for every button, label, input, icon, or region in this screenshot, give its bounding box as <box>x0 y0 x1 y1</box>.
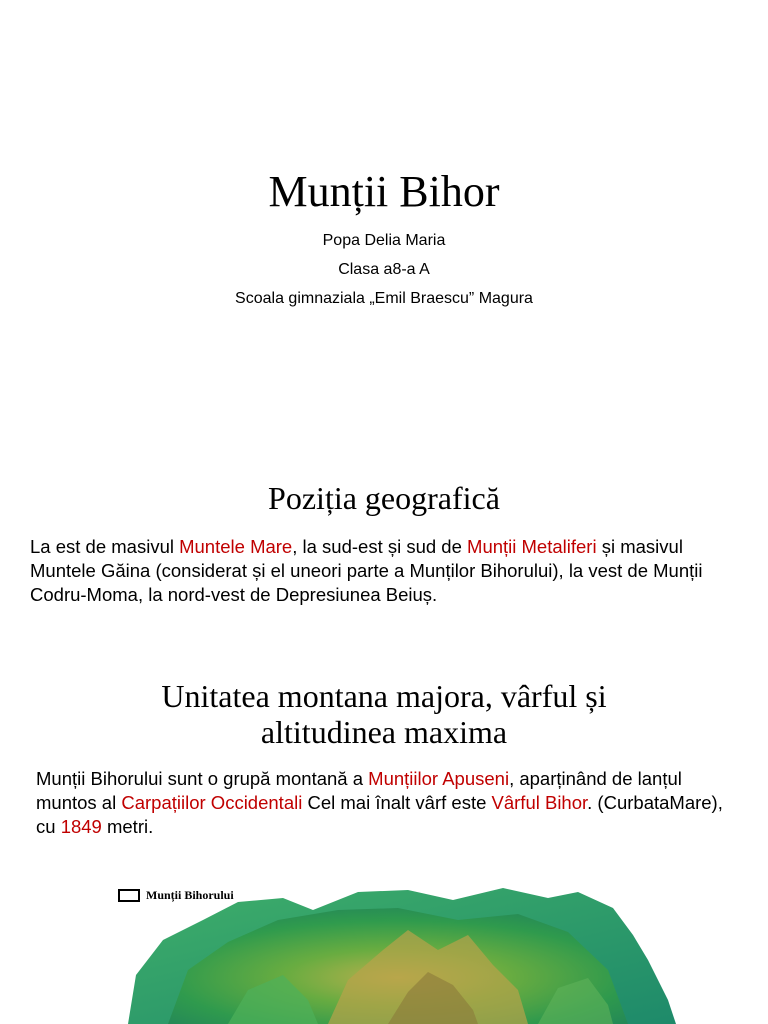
highlight-run: Carpațiilor Occidentali <box>121 792 303 813</box>
highlight-run: Munții Metaliferi <box>467 536 597 557</box>
text-run: La est de masivul <box>30 536 180 557</box>
text-run: , la sud-est și sud de <box>292 536 468 557</box>
slide-title: Munții Bihor <box>268 167 500 216</box>
text-run: , aparținând de lanțul muntos al <box>36 768 682 813</box>
text-run: metri. <box>101 816 154 837</box>
map-legend <box>118 888 234 903</box>
highlight-run: Vârful Bihor <box>491 792 588 813</box>
text-run: . (CurbataMare), cu <box>36 792 723 837</box>
school-name: Scoala gimnaziala „Emil Braescu” Magura <box>235 290 533 307</box>
legend-swatch <box>118 889 140 902</box>
highlight-run: Munțiilor Apuseni <box>368 768 510 789</box>
author-name: Popa Delia Maria <box>322 232 446 249</box>
highlight-run: 1849 <box>60 816 102 837</box>
section-heading-position: Poziția geografică <box>268 480 500 516</box>
text-run: și masivul Muntele Găina (considerat și el uneori parte a Munților Bihorului), la vest de Munții Codru-Moma, la nord-vest de Depresiunea Beiuș. <box>30 536 703 605</box>
highlight-run: Muntele Mare <box>179 536 293 557</box>
relief-map <box>108 880 688 1024</box>
text-run: Munții Bihorului sunt o grupă montană a <box>36 768 369 789</box>
position-paragraph <box>30 535 745 607</box>
section-heading-unit: Unitatea montana majora, vârful și altitudinea maxima <box>161 678 607 750</box>
text-run: Cel mai înalt vârf este <box>302 792 492 813</box>
unit-paragraph <box>36 767 736 839</box>
class-label: Clasa a8-a A <box>338 261 430 278</box>
legend-label: Munții Bihorului <box>146 888 234 902</box>
